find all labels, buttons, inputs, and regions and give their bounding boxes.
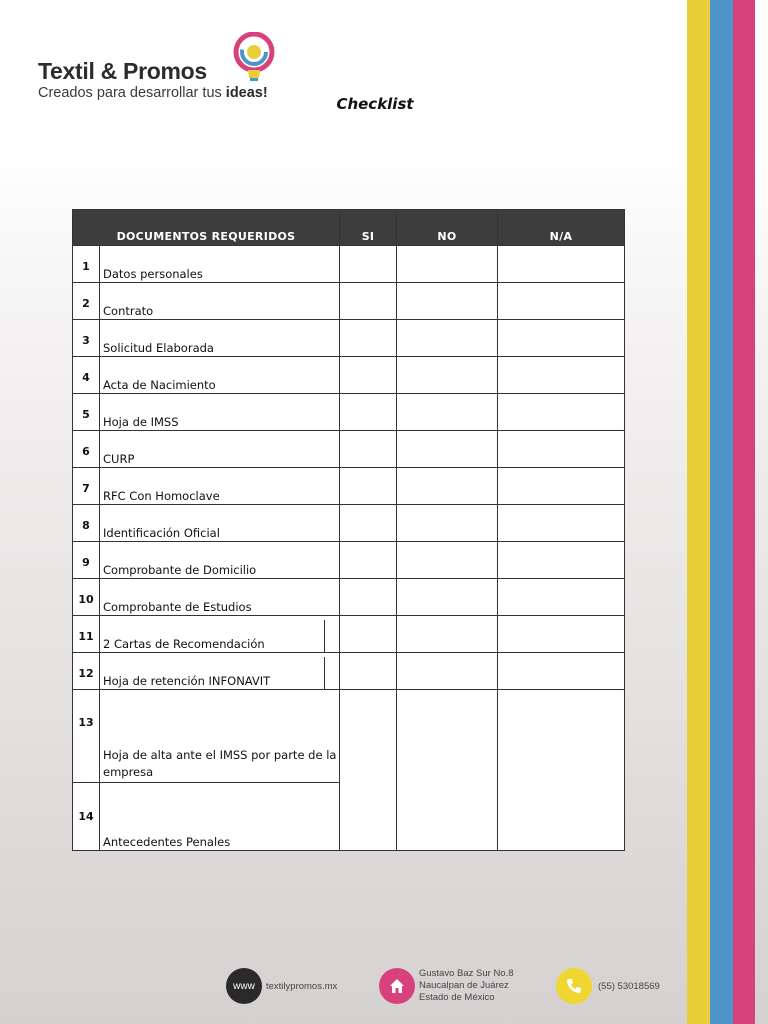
na-cell[interactable] (498, 320, 625, 357)
footer-address (379, 968, 514, 1004)
row-number: 5 (73, 394, 100, 431)
brand-name: Textil & Promos (38, 58, 207, 84)
phone-text[interactable]: (55) 53018569 (598, 980, 660, 992)
no-cell[interactable] (397, 357, 498, 394)
pink-stripe (733, 0, 755, 1024)
table-row (73, 653, 625, 690)
no-cell[interactable] (397, 616, 498, 653)
table-row (73, 394, 625, 431)
na-cell[interactable] (498, 690, 625, 851)
na-cell[interactable] (498, 468, 625, 505)
header-no: NO (397, 210, 498, 246)
row-number: 8 (73, 505, 100, 542)
row-number: 6 (73, 431, 100, 468)
row-document: Acta de Nacimiento (100, 357, 340, 394)
table-row (73, 431, 625, 468)
row-document: Comprobante de Domicilio (100, 542, 340, 579)
no-cell[interactable] (397, 505, 498, 542)
checklist-table (72, 209, 625, 851)
na-cell[interactable] (498, 431, 625, 468)
si-cell[interactable] (340, 616, 397, 653)
row-document: Antecedentes Penales (100, 783, 340, 851)
table-row (73, 505, 625, 542)
address-line2: Naucalpan de Juárez (419, 980, 509, 991)
row-number: 3 (73, 320, 100, 357)
no-cell[interactable] (397, 579, 498, 616)
row-number: 10 (73, 579, 100, 616)
si-cell[interactable] (340, 283, 397, 320)
home-icon (379, 968, 415, 1004)
header-na: N/A (498, 210, 625, 246)
header-si: SI (340, 210, 397, 246)
row-document: Hoja de IMSS (100, 394, 340, 431)
website-text[interactable]: textilypromos.mx (266, 980, 338, 992)
na-cell[interactable] (498, 394, 625, 431)
no-cell[interactable] (397, 394, 498, 431)
table-row (73, 246, 625, 283)
row-number: 1 (73, 246, 100, 283)
no-cell[interactable] (397, 246, 498, 283)
table-row (73, 357, 625, 394)
na-cell[interactable] (498, 542, 625, 579)
na-cell[interactable] (498, 579, 625, 616)
row-number: 4 (73, 357, 100, 394)
address-line3: Estado de México (419, 992, 495, 1003)
footer-phone (556, 968, 660, 1004)
row-document: Solicitud Elaborada (100, 320, 340, 357)
row-document: Identificación Oficial (100, 505, 340, 542)
si-cell[interactable] (340, 542, 397, 579)
si-cell[interactable] (340, 357, 397, 394)
header-documents: DOCUMENTOS REQUERIDOS (73, 210, 340, 246)
row-number: 2 (73, 283, 100, 320)
address-line1: Gustavo Baz Sur No.8 (419, 968, 514, 979)
lightbulb-logo-icon (232, 32, 276, 84)
row-document: Comprobante de Estudios (100, 579, 340, 616)
no-cell[interactable] (397, 320, 498, 357)
row-document: CURP (100, 431, 340, 468)
no-cell[interactable] (397, 653, 498, 690)
table-row (73, 579, 625, 616)
row-number: 12 (73, 653, 100, 690)
si-cell[interactable] (340, 690, 397, 851)
na-cell[interactable] (498, 357, 625, 394)
row-number: 14 (73, 783, 100, 851)
cell-divider (324, 620, 339, 652)
row-document: 2 Cartas de Recomendación (103, 637, 265, 651)
row-number: 11 (73, 616, 100, 653)
brand-logo (38, 34, 288, 104)
na-cell[interactable] (498, 246, 625, 283)
row-document: Hoja de alta ante el IMSS por parte de la empresa (100, 690, 340, 783)
row-number: 9 (73, 542, 100, 579)
row-number: 7 (73, 468, 100, 505)
row-document-cell (100, 616, 340, 653)
si-cell[interactable] (340, 653, 397, 690)
na-cell[interactable] (498, 616, 625, 653)
na-cell[interactable] (498, 505, 625, 542)
page-title: Checklist (336, 95, 414, 113)
tagline-bold: ideas! (225, 85, 268, 101)
blue-stripe (710, 0, 733, 1024)
no-cell[interactable] (397, 431, 498, 468)
table-row (73, 690, 625, 783)
table-row (73, 320, 625, 357)
table-row (73, 542, 625, 579)
si-cell[interactable] (340, 579, 397, 616)
row-document: Contrato (100, 283, 340, 320)
www-icon: www (226, 968, 262, 1004)
row-number: 13 (73, 690, 100, 783)
yellow-stripe (687, 0, 710, 1024)
table-row (73, 283, 625, 320)
row-document-cell (100, 653, 340, 690)
row-document: Datos personales (100, 246, 340, 283)
table-row (73, 616, 625, 653)
si-cell[interactable] (340, 394, 397, 431)
tagline-text: Creados para desarrollar tus (38, 85, 226, 101)
brand-tagline (38, 85, 268, 101)
phone-icon (556, 968, 592, 1004)
na-cell[interactable] (498, 653, 625, 690)
si-cell[interactable] (340, 320, 397, 357)
si-cell[interactable] (340, 505, 397, 542)
footer-website (226, 968, 337, 1004)
table-row (73, 468, 625, 505)
row-document: Hoja de retención INFONAVIT (103, 674, 271, 688)
si-cell[interactable] (340, 246, 397, 283)
si-cell[interactable] (340, 468, 397, 505)
no-cell[interactable] (397, 690, 498, 851)
na-cell[interactable] (498, 283, 625, 320)
no-cell[interactable] (397, 542, 498, 579)
si-cell[interactable] (340, 431, 397, 468)
row-document: RFC Con Homoclave (100, 468, 340, 505)
no-cell[interactable] (397, 468, 498, 505)
cell-divider (324, 657, 339, 689)
no-cell[interactable] (397, 283, 498, 320)
